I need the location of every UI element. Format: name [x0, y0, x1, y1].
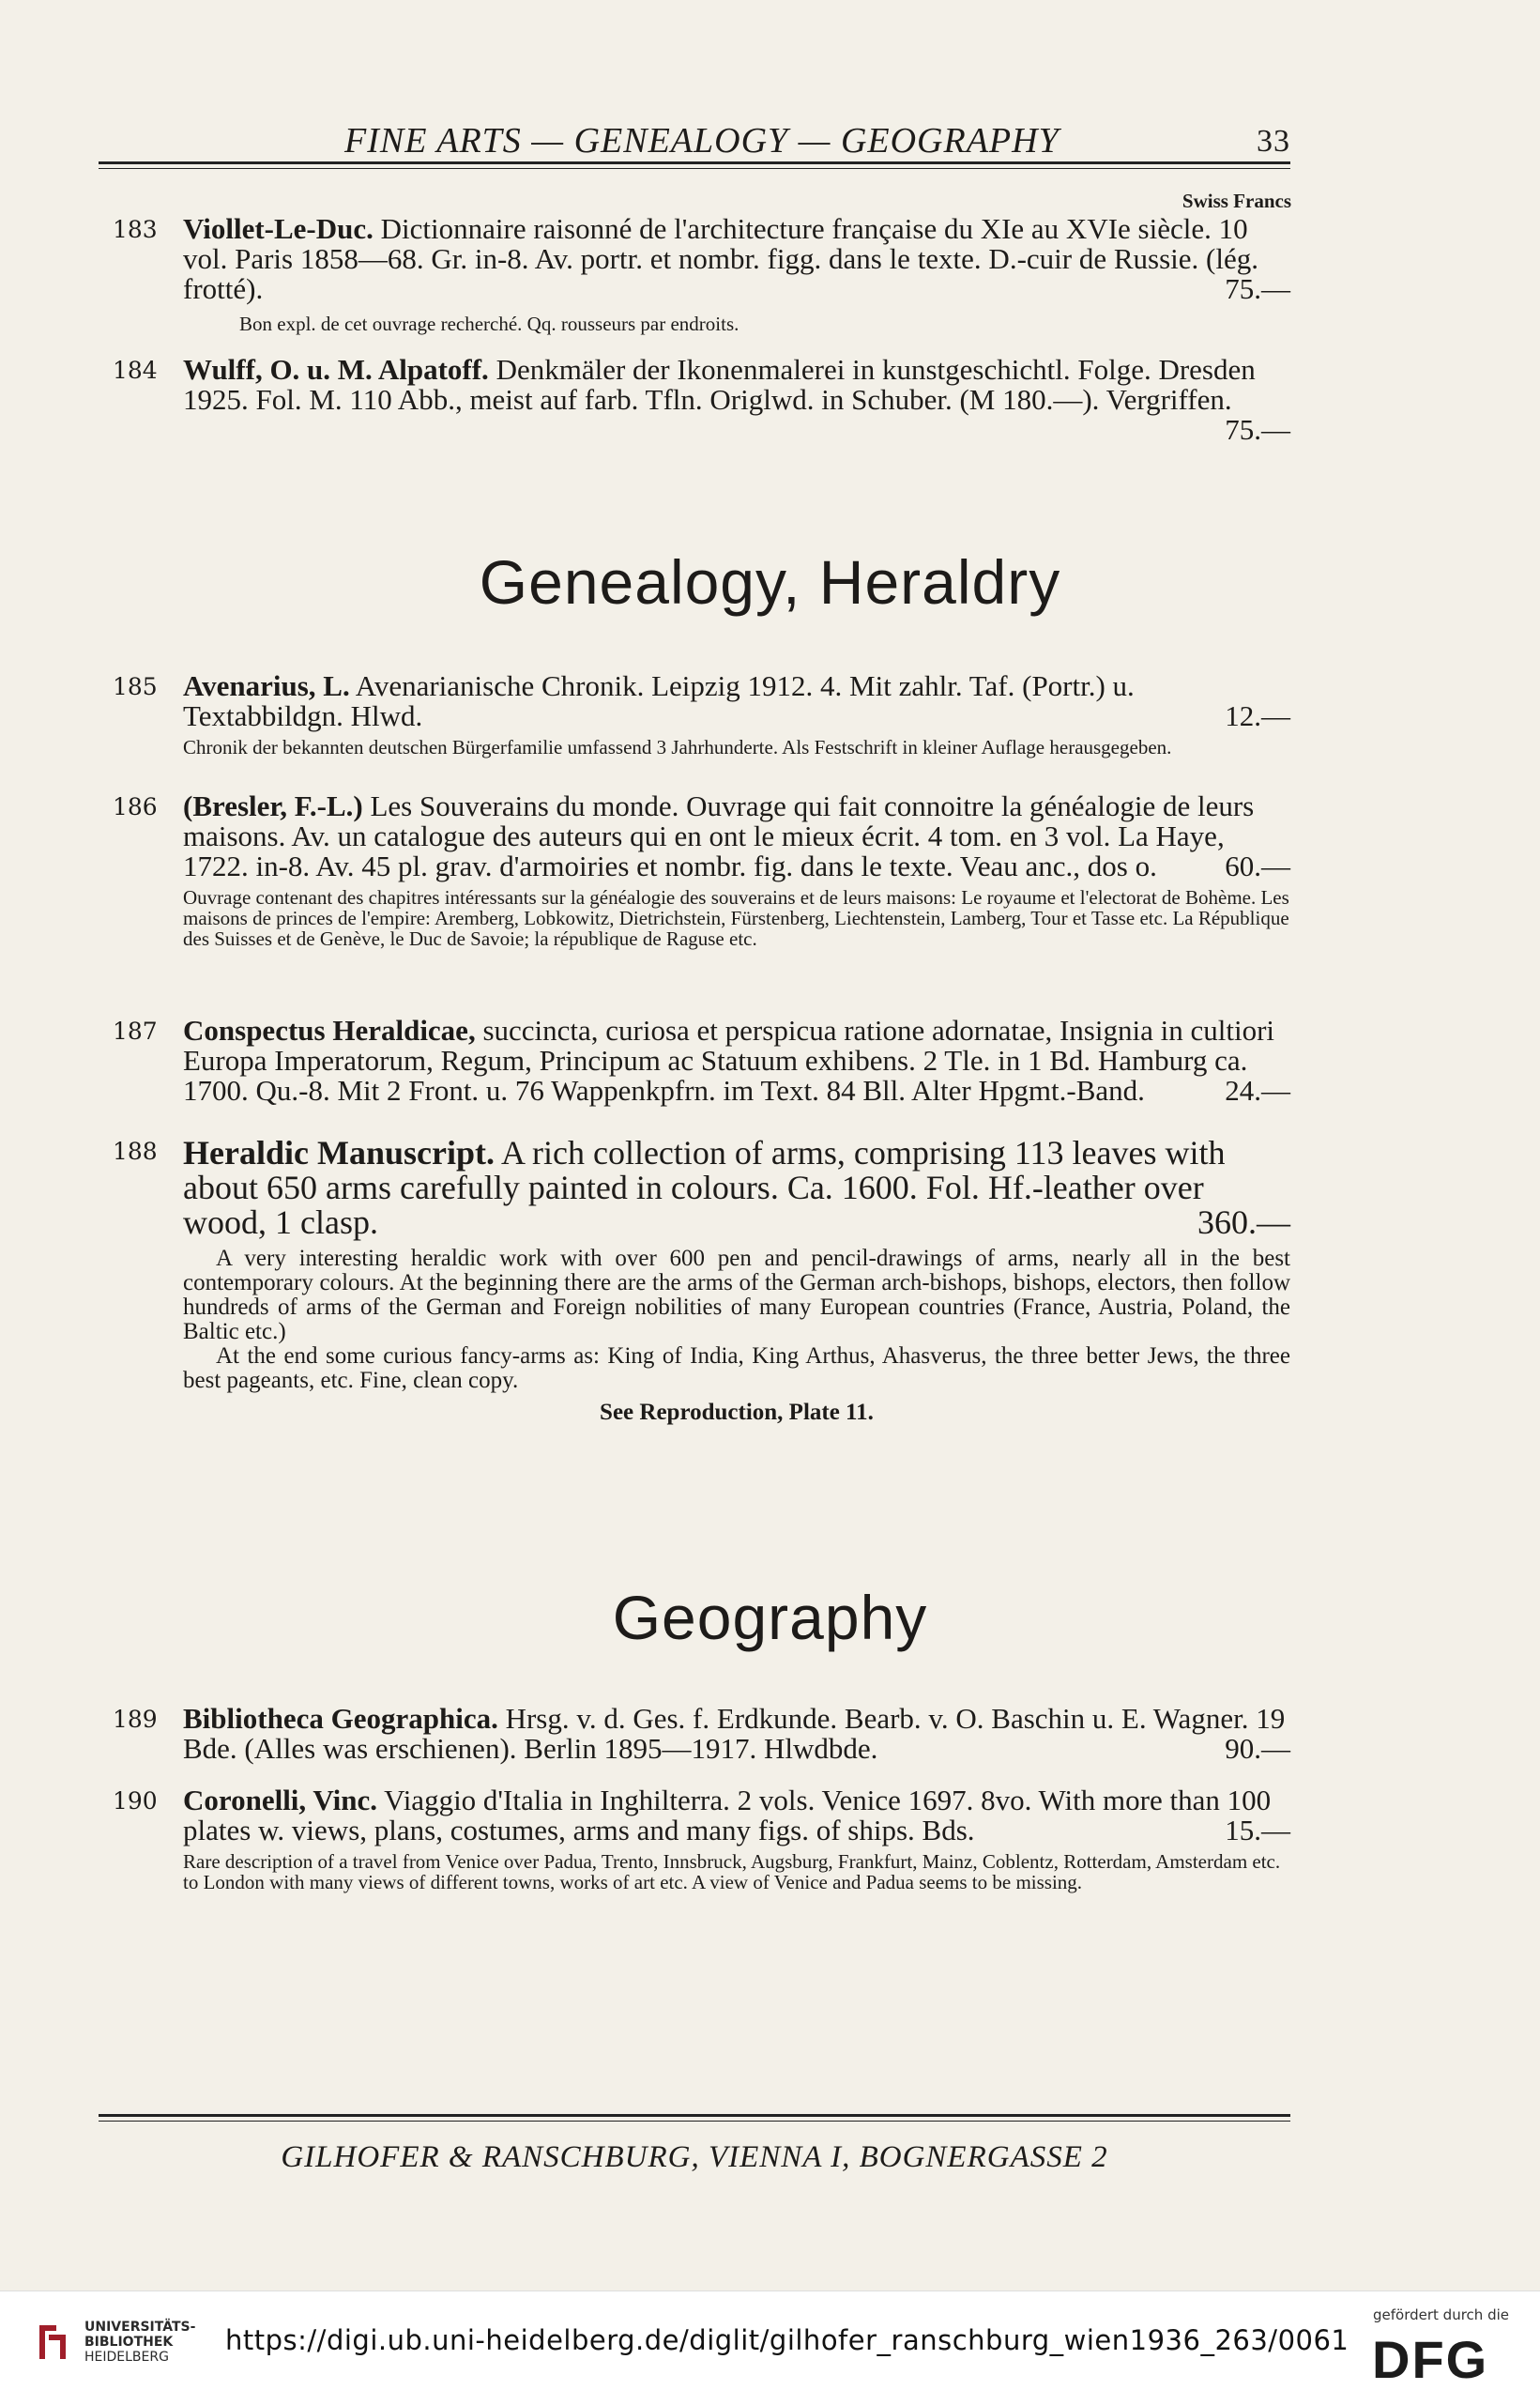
reproduction-reference: See Reproduction, Plate 11.: [600, 1400, 874, 1425]
catalog-entry: [113, 355, 1290, 445]
footer-rule: [99, 2114, 1290, 2122]
entry-number: 190: [113, 1787, 158, 1815]
catalog-entry: [113, 1136, 1290, 1240]
entry-number: 186: [113, 793, 158, 820]
entry-note: Rare description of a travel from Venice over Padua, Trento, Innsbruck, Augsburg, Frankfurt, Mainz, Coblentz, Rotterdam, Amsterdam etc. to London with many views of different towns, works of art etc. A view of Venice and Padua seems to be missing.: [183, 1850, 1281, 1893]
entry-number: 183: [113, 216, 158, 243]
entry-188-description: [183, 1247, 1290, 1425]
entry-author: Wulff, O. u. M. Alpatoff.: [183, 353, 489, 386]
entry-text: Denkmäler der Ikonenmalerei in kunstgeschichtl. Folge. Dresden 1925. Fol. M. 110 Abb., meist auf farb. Tfln. Origlwd. in Schuber. (M 180.—). Vergriffen.: [183, 353, 1256, 416]
catalog-entry: [113, 671, 1290, 758]
catalog-entry: [113, 1785, 1290, 1892]
entry-text: Avenarianische Chronik. Leipzig 1912. 4. Mit zahlr. Taf. (Portr.) u. Textabbildgn. Hlwd.: [183, 669, 1135, 732]
entry-price: 15.—: [1225, 1814, 1290, 1846]
entry-price: 12.—: [1225, 699, 1290, 732]
entry-text: Viaggio d'Italia in Inghilterra. 2 vols. Venice 1697. 8vo. With more than 100 plates w. views, plans, costumes, arms and many figs. of ships. Bds.: [183, 1784, 1272, 1846]
description-paragraph: At the end some curious fancy-arms as: King of India, King Arthus, Ahasverus, the three better Jews, the three best pageants, etc. Fine, clean copy.: [183, 1343, 1290, 1393]
catalog-entry: [113, 791, 1290, 949]
entry-price: 75.—: [1225, 272, 1290, 305]
description-paragraph: A very interesting heraldic work with over 600 pen and pencil-drawings of arms, nearly all in the best contemporary colours. At the beginning there are the arms of the German arch-bishops, bishops, electors, then follow hundreds of arms of the German and Foreign nobilities of many European countries (France, Austria, Poland, the Baltic etc.): [183, 1246, 1290, 1344]
entry-author: Avenarius, L.: [183, 669, 350, 702]
university-library-name: UNIVERSITÄTS- BIBLIOTHEK HEIDELBERG: [84, 2320, 196, 2365]
viewer-footer: [0, 2290, 1540, 2390]
running-title: FINE ARTS — GENEALOGY — GEOGRAPHY: [344, 121, 1060, 161]
entry-number: 187: [113, 1018, 158, 1045]
entry-author: (Bresler, F.-L.): [183, 789, 363, 822]
entry-text: Hrsg. v. d. Ges. f. Erdkunde. Bearb. v. O. Baschin u. E. Wagner. 19 Bde. (Alles was erschienen). Berlin 1895—1917. Hlwdbde.: [183, 1702, 1286, 1765]
entry-number: 184: [113, 357, 158, 384]
entry-text: Les Souverains du monde. Ouvrage qui fait connoitre la généalogie de leurs maisons. Av. un catalogue des auteurs qui en ont le mieux écrit. 4 tom. en 3 vol. La Haye, 1722. in-8. Av. 45 pl. grav. d'armoiries et nombr. fig. dans le texte. Veau anc., dos o.: [183, 789, 1255, 882]
entry-note: Bon expl. de cet ouvrage recherché. Qq. rousseurs par endroits.: [239, 313, 740, 335]
entry-text: Dictionnaire raisonné de l'architecture française du XIe au XVIe siècle. 10 vol. Paris 1858—68. Gr. in-8. Av. portr. et nombr. figg. dans le texte. D.-cuir de Russie. (lég. frotté).: [183, 212, 1258, 305]
entry-price: 24.—: [1225, 1074, 1290, 1107]
entry-price: 75.—: [1225, 413, 1290, 446]
entry-price: 90.—: [1225, 1732, 1290, 1765]
permalink-url[interactable]: https://digi.ub.uni-heidelberg.de/diglit/gilhofer_ranschburg_wien1936_263/0061: [225, 2324, 1349, 2356]
entry-price: 60.—: [1225, 850, 1290, 882]
section-heading-geography: Geography: [612, 1583, 928, 1652]
publisher-imprint: GILHOFER & RANSCHBURG, VIENNA I, BOGNERGASSE 2: [281, 2140, 1108, 2174]
page-number: 33: [1257, 124, 1290, 159]
section-heading-genealogy: Genealogy, Heraldry: [479, 547, 1061, 617]
entry-author: Coronelli, Vinc.: [183, 1784, 377, 1816]
dfg-logo: DFG: [1372, 2330, 1489, 2389]
university-library-logo-icon: [36, 2321, 69, 2363]
entry-price: 360.—: [1197, 1203, 1290, 1241]
entry-number: 188: [113, 1138, 158, 1165]
sponsor-label: gefördert durch die: [1373, 2306, 1509, 2323]
catalog-entry: [113, 214, 1290, 334]
entry-number: 189: [113, 1706, 158, 1733]
entry-note: Chronik der bekannten deutschen Bürgerfamilie umfassend 3 Jahrhunderte. Als Festschrift in kleiner Auflage herausgegeben.: [183, 736, 1172, 758]
entry-author: Viollet-Le-Duc.: [183, 212, 374, 245]
entry-text: A rich collection of arms, comprising 113 leaves with about 650 arms carefully painted in colours. Ca. 1600. Fol. Hf.-leather over wood, 1 clasp.: [183, 1134, 1226, 1241]
header-rule: [99, 161, 1290, 169]
entry-author: Conspectus Heraldicae,: [183, 1014, 476, 1047]
entry-number: 185: [113, 673, 158, 700]
entry-author: Bibliotheca Geographica.: [183, 1702, 498, 1735]
entry-text: succincta, curiosa et perspicua ratione adornatae, Insignia in cultiori Europa Imperatorum, Regum, Principum ac Statuum exhibens. 2 Tle. in 1 Bd. Hamburg ca. 1700. Qu.-8. Mit 2 Front. u. 76 Wappenkpfrn. im Text. 84 Bll. Alter Hpgmt.-Band.: [183, 1014, 1275, 1107]
entry-note: Ouvrage contenant des chapitres intéressants sur la généalogie des souverains et de leurs maisons: Le royaume et l'electorat de Bohème. Les maisons de princes de l'empire: Aremberg, Lobkowitz, Dietrichstein, Fürstenberg, Liechtenstein, Lamberg, Tour et Tasse etc. La République des Suisses et de Genève, le Duc de Savoie; la république de Raguse etc.: [183, 886, 1289, 950]
catalog-entry: [113, 1016, 1290, 1106]
entry-author: Heraldic Manuscript.: [183, 1134, 495, 1172]
catalog-entry: [113, 1704, 1290, 1764]
currency-label: Swiss Francs: [1182, 190, 1291, 212]
